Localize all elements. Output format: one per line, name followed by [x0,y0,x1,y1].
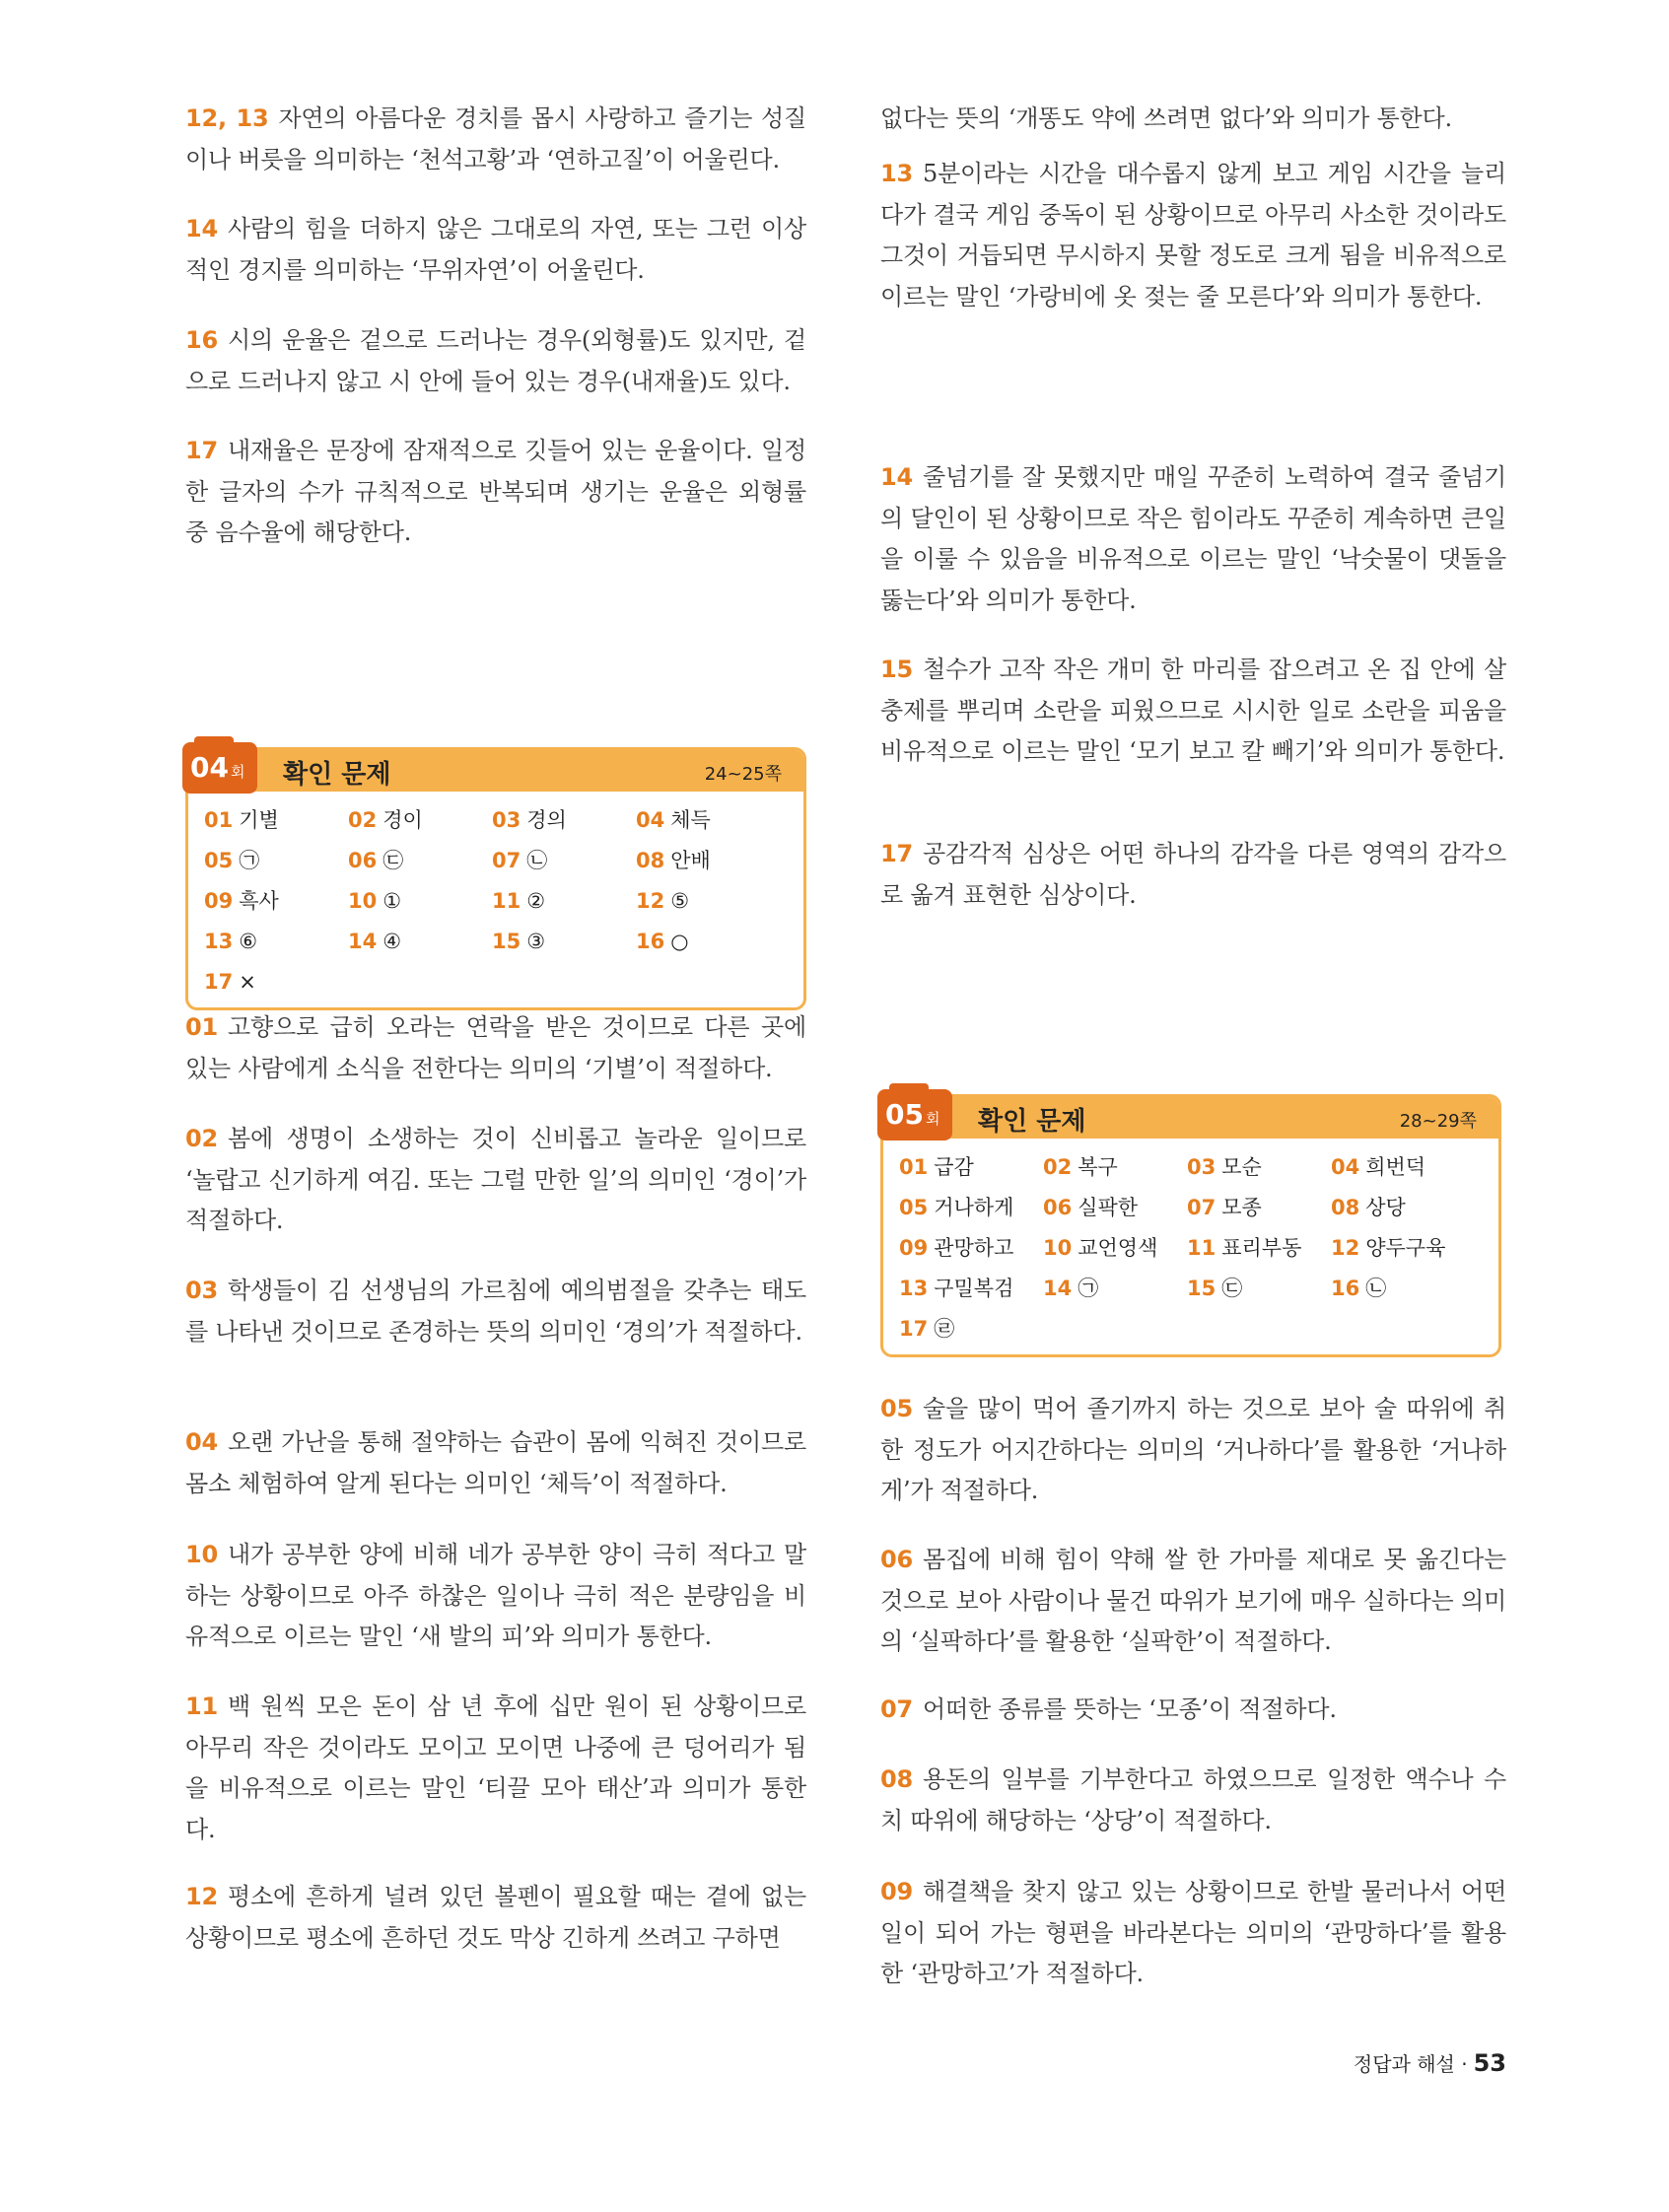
answer-box-header [188,750,803,792]
explanation-text: 학생들이 김 선생님의 가르침에 예의범절을 갖추는 태도를 나타낸 것이므로 존경하는 뜻의 의미인 ‘경의’가 적절하다. [185,1277,806,1346]
question-number: 14 [185,215,218,242]
answer-value: 구밀복검 [934,1277,1014,1300]
answer-number: 16 [1331,1277,1360,1300]
answer-value: ⑥ [239,930,258,953]
footer-label: 정답과 해설 · [1353,2052,1468,2076]
answer-value: 복구 [1078,1155,1118,1179]
answer-grid [883,1139,1498,1354]
question-number: 10 [185,1541,218,1568]
explanation-text: 내재율은 문장에 잠재적으로 깃들어 있는 운율이다. 일정한 글자의 수가 규칙적으로 반복되며 생기는 운율은 외형률 중 음수율에 해당한다. [185,437,806,546]
round-badge [182,742,257,794]
round-number: 04 [190,751,229,784]
answer-value: 기별 [239,808,279,832]
answer-value: 거나하게 [934,1196,1014,1219]
answer-value: 경이 [382,808,423,832]
answer-number: 03 [1187,1155,1217,1179]
question-number: 16 [185,326,218,354]
answer-item [204,925,348,959]
answer-value: 모종 [1221,1196,1262,1219]
question-number: 05 [880,1395,913,1422]
box-pages: 28~29쪽 [1399,1111,1477,1132]
answer-number: 01 [899,1155,929,1179]
explanation-paragraph [185,1535,806,1658]
round-badge [877,1089,952,1141]
answer-number: 07 [492,849,522,872]
answer-number: 09 [204,889,234,913]
answer-number: 10 [1043,1236,1073,1260]
box-title: 확인 문제 [978,1107,1086,1137]
explanation-text: 어떠한 종류를 뜻하는 ‘모종’이 적절하다. [923,1695,1337,1723]
explanation-paragraph [185,209,806,291]
question-number: 03 [185,1277,218,1304]
answer-item [348,925,492,959]
explanation-paragraph [880,1872,1506,1995]
round-number: 05 [885,1098,924,1131]
answer-number: 13 [899,1277,929,1300]
explanation-text: 5분이라는 시간을 대수롭지 않게 보고 게임 시간을 늘리다가 결국 게임 중독이 된 상황이므로 아무리 사소한 것이라도 그것이 거듭되면 무시하지 못할 정도로 크게 됨을 비유적으로 이르는 말인 ‘가랑비에 옷 젖는 줄 모른다’와 의미가 통한다. [880,160,1506,311]
explanation-text: 백 원씩 모은 돈이 삼 년 후에 십만 원이 된 상황이므로 아무리 작은 것이라도 모이고 모이면 나중에 큰 덩어리가 됨을 비유적으로 이르는 말인 ‘티끌 모아 태산’과 의미가 통한다. [185,1693,806,1843]
answer-value: × [239,970,256,994]
answer-item [899,1191,1043,1225]
answer-number: 02 [348,808,378,832]
question-number: 11 [185,1693,218,1720]
answer-value: 실팍한 [1078,1196,1139,1219]
explanation-text: 해결책을 찾지 않고 있는 상황이므로 한발 물러나서 어떤 일이 되어 가는 형편을 바라본다는 의미의 ‘관망하다’를 활용한 ‘관망하고’가 적절하다. [880,1878,1506,1987]
question-number: 14 [880,463,913,491]
answer-value: ㉡ [1365,1277,1387,1300]
answer-item [348,884,492,919]
answer-value: ㉢ [382,849,404,872]
answer-number: 04 [636,808,665,832]
answer-value: ① [382,889,402,913]
answer-number: 12 [1331,1236,1360,1260]
answer-number: 05 [204,849,234,872]
question-number: 09 [880,1878,913,1905]
answer-item [636,884,780,919]
explanation-text: 줄넘기를 잘 못했지만 매일 꾸준히 노력하여 결국 줄넘기의 달인이 된 상황이므로 작은 힘이라도 꾸준히 계속하면 큰일을 이룰 수 있음을 비유적으로 이르는 말인 ‘낙숫물이 댓돌을 뚫는다’와 의미가 통한다. [880,463,1506,614]
answer-item [1043,1150,1187,1185]
answer-number: 06 [1043,1196,1073,1219]
answer-item [348,844,492,878]
answer-item [636,844,780,878]
answer-value: 경의 [526,808,567,832]
answer-value: 모순 [1221,1155,1262,1179]
answer-item [492,844,636,878]
explanation-text: 철수가 고작 작은 개미 한 마리를 잡으려고 온 집 안에 살충제를 뿌리며 소란을 피웠으므로 시시한 일로 소란을 피움을 비유적으로 이르는 말인 ‘모기 보고 칼 빼기’와 의미가 통한다. [880,656,1506,765]
explanation-text: 사람의 힘을 더하지 않은 그대로의 자연, 또는 그런 이상적인 경지를 의미하는 ‘무위자연’이 어울린다. [185,215,806,284]
answer-number: 13 [204,930,234,953]
answer-number: 03 [492,808,522,832]
answer-value: 양두구육 [1365,1236,1446,1260]
question-number: 04 [185,1428,218,1456]
explanation-text: 내가 공부한 양에 비해 네가 공부한 양이 극히 적다고 말하는 상황이므로 아주 하찮은 일이나 극히 적은 분량임을 비유적으로 이르는 말인 ‘새 발의 피’와 의미가 통한다. [185,1541,806,1650]
answer-number: 14 [1043,1277,1073,1300]
question-number: 08 [880,1765,913,1793]
answer-number: 15 [1187,1277,1217,1300]
answer-value: 희번덕 [1365,1155,1426,1179]
explanation-text: 시의 운율은 겉으로 드러나는 경우(외형률)도 있지만, 겉으로 드러나지 않고 시 안에 들어 있는 경우(내재율)도 있다. [185,326,806,395]
question-number: 02 [185,1125,218,1152]
answer-number: 01 [204,808,234,832]
answer-value: 급감 [934,1155,974,1179]
explanation-paragraph [185,320,806,402]
answer-number: 08 [636,849,665,872]
answer-box-box05 [880,1094,1501,1357]
answer-value: 관망하고 [934,1236,1014,1260]
page-footer [1354,2048,1506,2077]
answer-value: 상당 [1365,1196,1406,1219]
explanation-paragraph [880,834,1506,916]
explanation-paragraph [185,1422,806,1504]
answer-number: 15 [492,930,522,953]
answer-item [492,803,636,838]
answer-item [1043,1272,1187,1306]
explanation-text: 공감각적 심상은 어떤 하나의 감각을 다른 영역의 감각으로 옮겨 표현한 심상이다. [880,840,1506,909]
answer-item [899,1312,1043,1347]
answer-number: 17 [899,1317,929,1341]
question-number: 15 [880,656,913,683]
explanation-paragraph [185,431,806,554]
answer-number: 05 [899,1196,929,1219]
question-number: 12 [185,1883,218,1910]
answer-value: ㉠ [1078,1277,1099,1300]
answer-value: ㉢ [1221,1277,1243,1300]
explanation-text: 봄에 생명이 소생하는 것이 신비롭고 놀라운 일이므로 ‘놀랍고 신기하게 여김. 또는 그럴 만한 일’의 의미인 ‘경이’가 적절하다. [185,1125,806,1234]
explanation-paragraph [880,1760,1506,1841]
question-number: 12, 13 [185,104,269,132]
answer-value: 체득 [670,808,711,832]
explanation-paragraph [880,154,1506,317]
answer-item [204,803,348,838]
answer-value: ③ [526,930,546,953]
answer-item [1187,1150,1331,1185]
explanation-text: 오랜 가난을 통해 절약하는 습관이 몸에 익혀진 것이므로 몸소 체험하여 알게 된다는 의미인 ‘체득’이 적절하다. [185,1428,806,1497]
answer-value: ④ [382,930,402,953]
answer-item [1043,1191,1187,1225]
box-pages: 24~25쪽 [704,764,782,785]
answer-value: ⑤ [670,889,690,913]
answer-item [492,925,636,959]
answer-number: 11 [492,889,522,913]
explanation-paragraph [185,1007,806,1089]
explanation-paragraph [880,1540,1506,1663]
question-number: 07 [880,1695,913,1723]
answer-box-box04 [185,747,806,1010]
question-number: 13 [880,160,913,187]
answer-value: ㉡ [526,849,548,872]
answer-item [636,925,780,959]
explanation-paragraph [185,1271,806,1352]
answer-number: 04 [1331,1155,1360,1179]
answer-item [1187,1272,1331,1306]
answer-number: 07 [1187,1196,1217,1219]
answer-value: ② [526,889,546,913]
explanation-paragraph [880,1389,1506,1512]
explanation-paragraph [185,1687,806,1850]
answer-item [1187,1231,1331,1266]
page-number: 53 [1473,2049,1506,2077]
explanation-text: 자연의 아름다운 경치를 몹시 사랑하고 즐기는 성질이나 버릇을 의미하는 ‘천석고황’과 ‘연하고질’이 어울린다. [185,104,806,173]
answer-item [1331,1191,1475,1225]
answer-value: 교언영색 [1078,1236,1158,1260]
round-suffix: 회 [925,1110,940,1128]
explanation-paragraph [880,457,1506,621]
explanation-text: 평소에 흔하게 널려 있던 볼펜이 필요할 때는 곁에 없는 상황이므로 평소에 흔하던 것도 막상 긴하게 쓰려고 구하면 [185,1883,806,1952]
answer-item [1043,1231,1187,1266]
explanation-paragraph [880,99,1506,140]
answer-number: 08 [1331,1196,1360,1219]
explanation-paragraph [185,1877,806,1959]
round-suffix: 회 [230,763,245,781]
answer-number: 11 [1187,1236,1217,1260]
answer-item [204,965,348,1000]
answer-item [1187,1191,1331,1225]
answer-number: 10 [348,889,378,913]
explanation-text: 없다는 뜻의 ‘개똥도 약에 쓰려면 없다’와 의미가 통한다. [880,104,1452,132]
answer-value: 흑사 [239,889,279,913]
answer-number: 14 [348,930,378,953]
answer-number: 17 [204,970,234,994]
answer-item [1331,1272,1475,1306]
answer-item [204,844,348,878]
explanation-text: 술을 많이 먹어 졸기까지 하는 것으로 보아 술 따위에 취한 정도가 어지간하다는 의미의 ‘거나하다’를 활용한 ‘거나하게’가 적절하다. [880,1395,1506,1504]
answer-item [899,1231,1043,1266]
explanation-paragraph [185,1119,806,1242]
answer-value: ㉠ [239,849,260,872]
answer-item [899,1272,1043,1306]
answer-item [636,803,780,838]
answer-value: 안배 [670,849,711,872]
explanation-text: 고향으로 급히 오라는 연락을 받은 것이므로 다른 곳에 있는 사람에게 소식을 전한다는 의미의 ‘기별’이 적절하다. [185,1013,806,1082]
answer-item [899,1150,1043,1185]
answer-value: 표리부동 [1221,1236,1302,1260]
question-number: 17 [185,437,218,464]
box-title: 확인 문제 [283,760,391,790]
answer-value: ㉣ [934,1317,955,1341]
answer-number: 02 [1043,1155,1073,1179]
answer-item [492,884,636,919]
answer-box-header [883,1097,1498,1139]
explanation-text: 용돈의 일부를 기부한다고 하였으므로 일정한 액수나 수치 따위에 해당하는 ‘상당’이 적절하다. [880,1765,1506,1834]
answer-item [1331,1150,1475,1185]
explanation-text: 몸집에 비해 힘이 약해 쌀 한 가마를 제대로 못 옮긴다는 것으로 보아 사람이나 물건 따위가 보기에 매우 실하다는 의미의 ‘실팍하다’를 활용한 ‘실팍한’이 적절하다. [880,1546,1506,1655]
explanation-paragraph [185,99,806,180]
answer-number: 12 [636,889,665,913]
answer-number: 16 [636,930,665,953]
answer-value: ○ [670,930,689,953]
explanation-paragraph [880,1690,1506,1731]
answer-item [1331,1231,1475,1266]
answer-number: 06 [348,849,378,872]
question-number: 06 [880,1546,913,1573]
answer-grid [188,792,803,1007]
question-number: 01 [185,1013,218,1041]
answer-item [204,884,348,919]
question-number: 17 [880,840,913,867]
answer-number: 09 [899,1236,929,1260]
answer-item [348,803,492,838]
explanation-paragraph [880,650,1506,773]
